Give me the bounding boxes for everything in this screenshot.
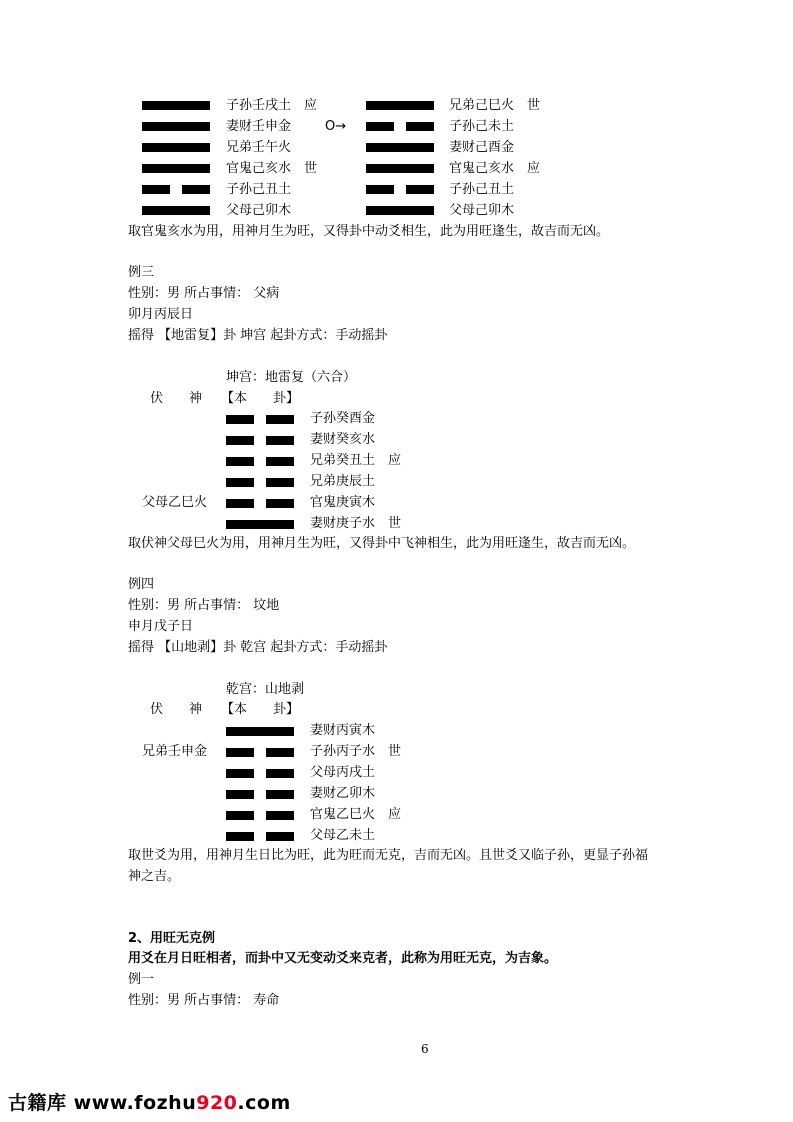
line-text: 兄弟癸丑土 应 bbox=[310, 453, 402, 468]
section-heading: 2、用旺无克例 bbox=[128, 931, 216, 946]
fushen-text: 兄弟壬申金 bbox=[142, 744, 208, 759]
example-title: 例三 bbox=[128, 265, 155, 280]
section-definition: 用爻在月日旺相者，而卦中又无变动爻来克者，此称为用旺无克，为吉象。 bbox=[128, 951, 558, 966]
example-date: 卯月丙辰日 bbox=[128, 307, 194, 322]
line-text: 父母乙未土 bbox=[310, 828, 376, 843]
line-text: 子孙丙子水 世 bbox=[310, 744, 402, 759]
example-date: 申月戊子日 bbox=[128, 619, 194, 634]
left-yao-1 bbox=[142, 101, 210, 110]
right-line-text: 兄弟己巳火 世 bbox=[449, 98, 541, 113]
line-text: 官鬼乙巳火 应 bbox=[310, 807, 402, 822]
watermark-url-number: 920 bbox=[196, 1092, 238, 1114]
ex3-yao-2 bbox=[226, 436, 294, 445]
conclusion-paragraph-cont: 神之吉。 bbox=[128, 869, 181, 884]
bengua-header: 【本 卦】 bbox=[221, 702, 300, 717]
right-yao-1 bbox=[366, 101, 434, 110]
ex4-yao-1 bbox=[226, 727, 294, 736]
line-text: 妻财丙寅木 bbox=[310, 723, 376, 738]
line-text: 妻财癸亥水 bbox=[310, 432, 376, 447]
ex3-yao-6 bbox=[226, 520, 294, 529]
left-line-text: 官鬼己亥水 世 bbox=[226, 161, 318, 176]
site-watermark bbox=[8, 1088, 291, 1115]
example-gua: 摇得 【山地剥】卦 乾宫 起卦方式：手动摇卦 bbox=[128, 640, 388, 655]
example-info: 性别：男 所占事情： 父病 bbox=[128, 286, 280, 301]
example-info: 性别：男 所占事情： 寿命 bbox=[128, 993, 280, 1008]
left-line-text: 子孙己丑土 bbox=[226, 182, 292, 197]
right-line-text: 官鬼己亥水 应 bbox=[449, 161, 541, 176]
example-title: 例四 bbox=[128, 577, 155, 592]
ex4-yao-2 bbox=[226, 748, 294, 757]
palace-title: 乾宫：山地剥 bbox=[226, 682, 305, 697]
right-yao-2 bbox=[366, 122, 434, 131]
watermark-brand: 古籍库 bbox=[8, 1092, 67, 1114]
line-text: 妻财乙卯木 bbox=[310, 786, 376, 801]
page-number: 6 bbox=[421, 1042, 429, 1056]
left-line-text: 妻财壬申金 bbox=[226, 119, 292, 134]
watermark-url-suffix: .com bbox=[237, 1092, 291, 1114]
fushen-header: 伏 神 bbox=[150, 391, 203, 406]
watermark-url-prefix: www.fozhu bbox=[73, 1092, 197, 1114]
left-yao-5 bbox=[142, 185, 210, 194]
line-text: 父母丙戌土 bbox=[310, 765, 376, 780]
right-line-text: 子孙己丑土 bbox=[449, 182, 515, 197]
right-line-text: 父母己卯木 bbox=[449, 203, 515, 218]
ex3-yao-3 bbox=[226, 457, 294, 466]
right-line-text: 妻财己酉金 bbox=[449, 140, 515, 155]
right-yao-6 bbox=[366, 206, 434, 215]
left-line-text: 父母己卯木 bbox=[226, 203, 292, 218]
ex4-yao-6 bbox=[226, 832, 294, 841]
left-yao-3 bbox=[142, 143, 210, 152]
left-line-text: 兄弟壬午火 bbox=[226, 140, 292, 155]
ex4-yao-3 bbox=[226, 769, 294, 778]
left-yao-6 bbox=[142, 206, 210, 215]
line-text: 妻财庚子水 世 bbox=[310, 516, 402, 531]
right-line-text: 子孙己未土 bbox=[449, 119, 515, 134]
example-gua: 摇得 【地雷复】卦 坤宫 起卦方式：手动摇卦 bbox=[128, 328, 388, 343]
line-text: 兄弟庚辰土 bbox=[310, 474, 376, 489]
fushen-text: 父母乙巳火 bbox=[142, 495, 208, 510]
example-info: 性别：男 所占事情： 坟地 bbox=[128, 598, 280, 613]
conclusion-paragraph: 取伏神父母巳火为用，用神月生为旺，又得卦中飞神相生，此为用旺逢生，故吉而无凶。 bbox=[128, 536, 636, 551]
bengua-header: 【本 卦】 bbox=[221, 391, 300, 406]
left-line-text: 子孙壬戌土 应 bbox=[226, 98, 318, 113]
line-text: 官鬼庚寅木 bbox=[310, 495, 376, 510]
ex3-yao-5 bbox=[226, 499, 294, 508]
ex3-yao-1 bbox=[226, 415, 294, 424]
palace-title: 坤宫：地雷复（六合） bbox=[226, 370, 357, 385]
fushen-header: 伏 神 bbox=[150, 702, 203, 717]
ex4-yao-5 bbox=[226, 811, 294, 820]
moving-line-mark: O→ bbox=[325, 119, 347, 134]
ex4-yao-4 bbox=[226, 790, 294, 799]
right-yao-4 bbox=[366, 164, 434, 173]
conclusion-paragraph: 取世爻为用，用神月生日比为旺，此为旺而无克，吉而无凶。且世爻又临子孙，更显子孙福 bbox=[128, 848, 649, 863]
right-yao-5 bbox=[366, 185, 434, 194]
left-yao-4 bbox=[142, 164, 210, 173]
conclusion-paragraph: 取官鬼亥水为用，用神月生为旺，又得卦中动爻相生，此为用旺逢生，故吉而无凶。 bbox=[128, 224, 610, 239]
ex3-yao-4 bbox=[226, 478, 294, 487]
line-text: 子孙癸酉金 bbox=[310, 411, 376, 426]
right-yao-3 bbox=[366, 143, 434, 152]
left-yao-2 bbox=[142, 122, 210, 131]
example-title: 例一 bbox=[128, 972, 155, 987]
